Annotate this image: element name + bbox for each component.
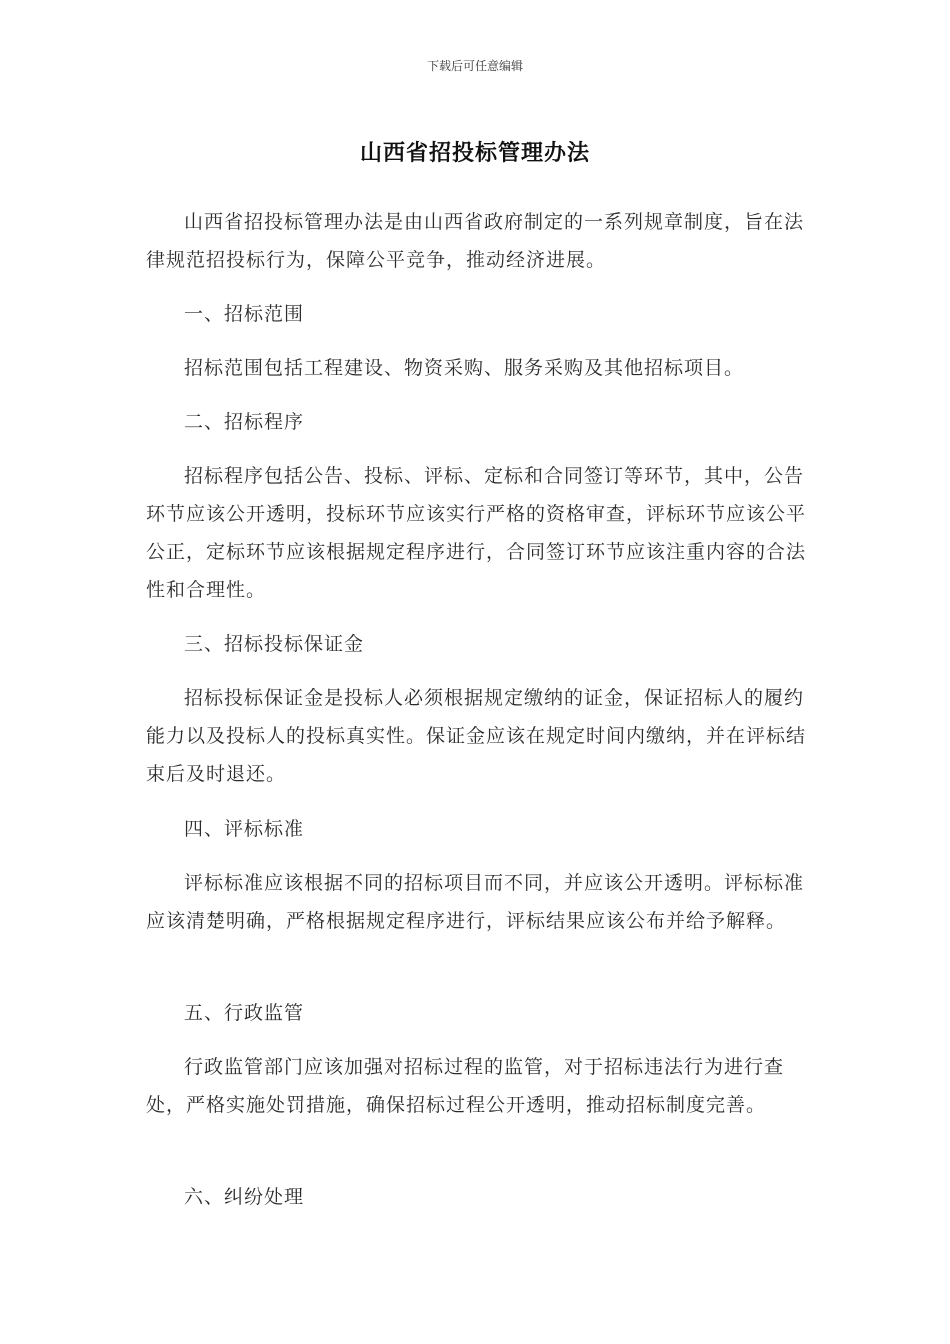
document-title: 山西省招投标管理办法 xyxy=(359,141,590,166)
section-heading: 一、招标范围 xyxy=(184,303,305,325)
section-heading: 二、招标程序 xyxy=(184,411,305,433)
section-paragraph-1 xyxy=(146,349,806,387)
paragraph: 山西省招投标管理办法是由山西省政府制定的一系列规章制度，旨在法律规范招投标行为，保障公平竞争，推动经济进展。 xyxy=(146,211,805,271)
section-heading: 三、招标投标保证金 xyxy=(184,633,365,655)
section-heading-6 xyxy=(146,1178,806,1216)
section-heading: 六、纠纷处理 xyxy=(184,1186,305,1208)
paragraph: 招标投标保证金是投标人必须根据规定缴纳的证金，保证招标人的履约能力以及投标人的投标真实性。保证金应该在规定时间内缴纳，并在评标结束后及时退还。 xyxy=(146,687,807,785)
section-heading-2 xyxy=(146,403,806,441)
paragraph: 行政监管部门应该加强对招标过程的监管，对于招标违法行为进行查处，严格实施处罚措施，确保招标过程公开透明，推动招标制度完善。 xyxy=(146,1056,785,1116)
intro-paragraph xyxy=(146,203,806,279)
section-heading-1 xyxy=(146,295,806,333)
section-heading: 四、评标标准 xyxy=(184,818,305,840)
section-heading: 五、行政监管 xyxy=(184,1002,305,1024)
header-note: 下载后可任意编辑 xyxy=(426,59,523,73)
section-heading-5 xyxy=(146,994,806,1032)
section-heading-4 xyxy=(146,810,806,848)
section-paragraph-5 xyxy=(146,1048,806,1124)
section-paragraph-2 xyxy=(146,457,806,609)
paragraph: 评标标准应该根据不同的招标项目而不同，并应该公开透明。评标标准应该清楚明确，严格根据规定程序进行，评标结果应该公布并给予解释。 xyxy=(146,872,805,932)
section-paragraph-3 xyxy=(146,679,806,793)
paragraph: 招标范围包括工程建设、物资采购、服务采购及其他招标项目。 xyxy=(184,357,745,379)
paragraph: 招标程序包括公告、投标、评标、定标和合同签订等环节，其中，公告环节应该公开透明，投标环节应该实行严格的资格审查，评标环节应该公平公正，定标环节应该根据规定程序进行，合同签订环节应该注重内容的合法性和合理性。 xyxy=(146,465,807,601)
section-heading-3 xyxy=(146,625,806,663)
section-paragraph-4 xyxy=(146,864,806,940)
